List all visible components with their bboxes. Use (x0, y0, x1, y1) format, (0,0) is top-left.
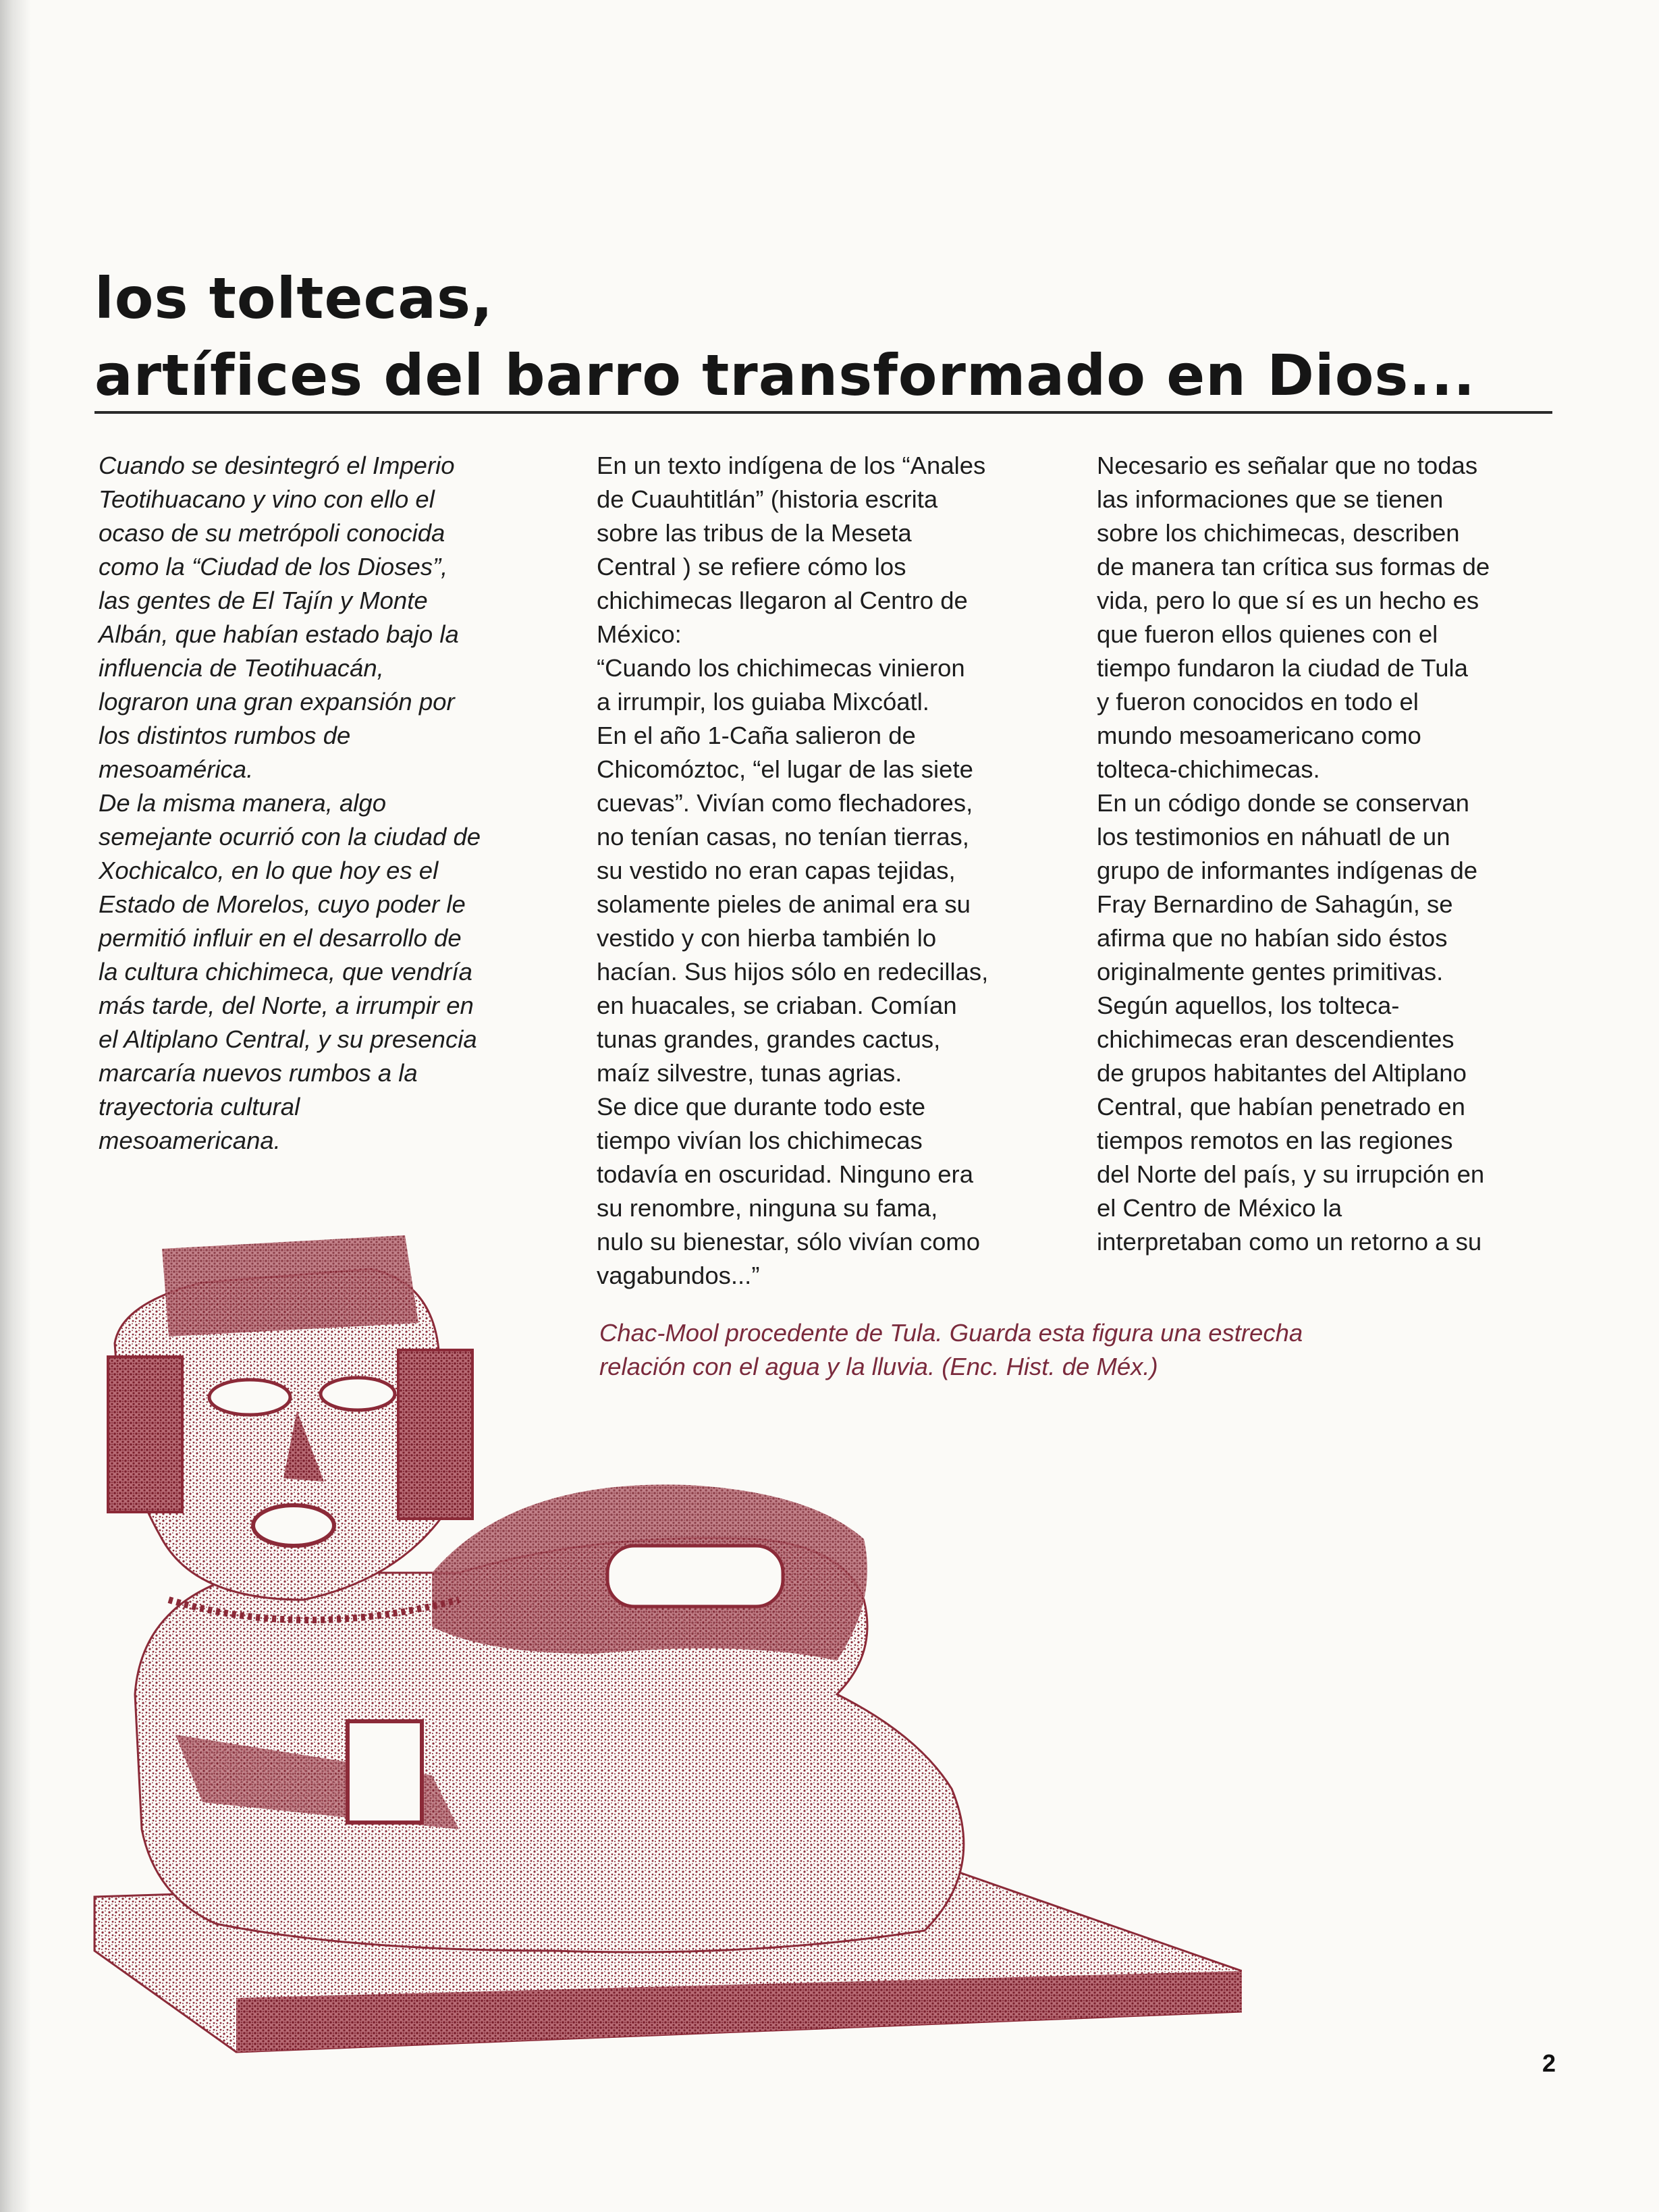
left-eye (209, 1380, 290, 1415)
page-title (94, 260, 1579, 414)
open-mouth (253, 1505, 334, 1546)
offering-plate (607, 1546, 783, 1607)
page-number: 2 (1542, 2049, 1556, 2077)
title-line-2: artífices del barro transformado en Dios... (94, 342, 1476, 408)
binding-shadow (0, 0, 31, 2212)
column-intro-text: Cuando se desintegró el Imperio Teotihuacano y vino con ello el ocaso de su metrópoli conocida como la “Ciudad de los Dioses”, las gentes de El Tajín y Monte Albán, que habían estado bajo la influencia de Teotihuacán, lograron una gran expansión por los distintos rumbos de mesoamérica. De la misma manera, algo semejante ocurrió con la ciudad de Xochicalco, en lo que hoy es el Estado de Morelos, cuyo poder le permitió influir en el desarrollo de la cultura chichimeca, que vendría más tarde, del Norte, a irrumpir en el Altiplano Central, y su presencia marcaría nuevos rumbos a la trayectoria cultural mesoamericana. (99, 452, 481, 1154)
column-tolteca-chichimecas (1097, 449, 1583, 1259)
title-line-1: los toltecas, (94, 265, 493, 331)
ear-ornament-right (398, 1350, 472, 1519)
wrist-band (348, 1721, 422, 1823)
title-divider (94, 411, 1552, 414)
column-anales (597, 449, 1069, 1293)
illustration-caption: Chac-Mool procedente de Tula. Guarda esta figura una estrecha relación con el agua y la lluvia. (Enc. Hist. de Méx.) (599, 1319, 1303, 1380)
column-tolteca-text: Necesario es señalar que no todas las informaciones que se tienen sobre los chichimecas, describen de manera tan crítica sus formas de vida, pero lo que sí es un hecho es que fueron ellos quienes con el tiempo fundaron la ciudad de Tula y fueron conocidos en todo el mundo mesoamericano como tolteca-chichimecas. En un código donde se conservan los testimonios en náhuatl de un grupo de informantes indígenas de Fray Bernardino de Sahagún, se afirma que no habían sido éstos originalmente gentes primitivas. Según aquellos, los tolteca- chichimecas eran descendientes de grupos habitantes del Altiplano Central, que habían penetrado en tiempos remotos en las regiones del Norte del país, y su irrupción en el Centro de México la interpretaban como un retorno a su (1097, 452, 1490, 1256)
headdress (162, 1235, 418, 1337)
column-anales-text: En un texto indígena de los “Anales de Cuauhtitlán” (historia escrita sobre las tribus de la Meseta Central ) se refiere cómo los chichimecas llegaron al Centro de México: “Cuando los chichimecas vinieron a irrumpir, los guiaba Mixcóatl. En el año 1-Caña salieron de Chicomóztoc, “el lugar de las siete cuevas”. Vivían como flechadores, no tenían casas, no tenían tierras, su vestido no eran capas tejidas, solamente pieles de animal era su vestido y con hierba también lo hacían. Sus hijos sólo en redecillas, en huacales, se criaban. Comían tunas grandes, grandes cactus, maíz silvestre, tunas agrias. Se dice que durante todo este tiempo vivían los chichimecas todavía en oscuridad. Ninguno era su renombre, ninguna su fama, nulo su bienestar, sólo vivían como vagabundos...” (597, 452, 989, 1289)
ear-ornament-left (108, 1357, 182, 1512)
column-intro (99, 449, 571, 1158)
right-eye (321, 1378, 395, 1410)
